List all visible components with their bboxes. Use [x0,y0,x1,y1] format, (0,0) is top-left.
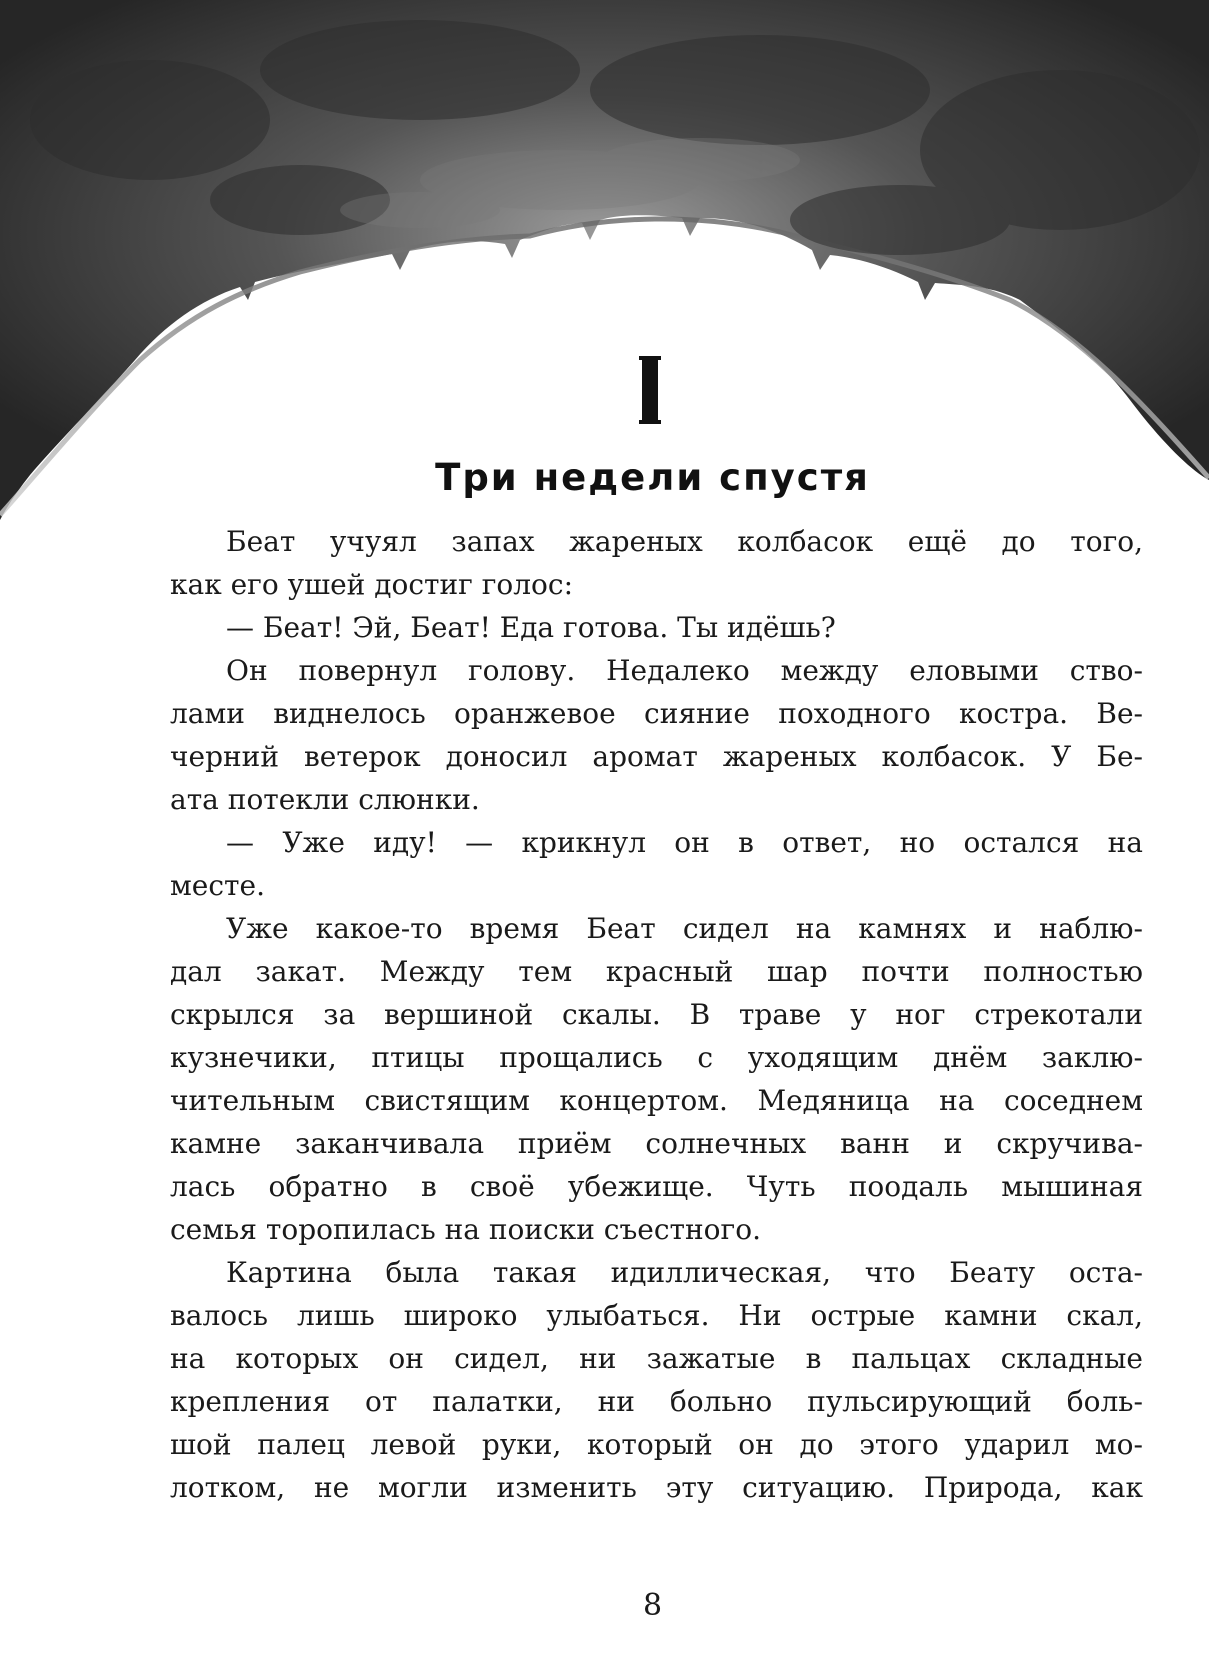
text-line: на которых он сидел, ни зажатые в пальцах складные [170,1342,1143,1375]
text-line: — Беат! Эй, Беат! Еда готова. Ты идёшь? [226,611,836,644]
text-line: ата потекли слюнки. [170,783,480,816]
chapter-title: Три недели спустя [435,456,870,499]
text-line: валось лишь широко улыбаться. Ни острые камни скал, [170,1299,1143,1332]
text-line: камне заканчивала приём солнечных ванн и скручива- [170,1127,1143,1160]
text-line: крепления от палатки, ни больно пульсирующий боль- [170,1385,1143,1418]
text-line: Уже какое-то время Беат сидел на камнях и наблю- [226,912,1143,945]
text-line: шой палец левой руки, который он до этого ударил мо- [170,1428,1143,1461]
text-line: кузнечики, птицы прощались с уходящим днём заклю- [170,1041,1143,1074]
text-line: месте. [170,869,265,902]
text-line: как его ушей достиг голос: [170,568,574,601]
text-line: чительным свистящим концертом. Медяница на соседнем [170,1084,1143,1117]
text-line: черний ветерок доносил аромат жареных колбасок. У Бе- [170,740,1143,773]
text-line: скрылся за вершиной скалы. В траве у ног стрекотали [170,998,1143,1031]
text-line: Он повернул голову. Недалеко между еловыми ство- [226,654,1143,687]
text-line: лотком, не могли изменить эту ситуацию. Природа, как [170,1471,1143,1504]
text-line: лами виднелось оранжевое сияние походного костра. Ве- [170,697,1143,730]
text-line: — Уже иду! — крикнул он в ответ, но остался на [226,826,1143,859]
text-line: Беат учуял запах жареных колбасок ещё до того, [226,525,1143,558]
page-number: 8 [642,1588,663,1623]
text-line: семья торопилась на поиски съестного. [170,1213,761,1246]
text-line: Картина была такая идиллическая, что Беату оста- [226,1256,1143,1289]
text-line: лась обратно в своё убежище. Чуть поодаль мышиная [170,1170,1143,1203]
chapter-number-mark [642,356,658,424]
text-line: дал закат. Между тем красный шар почти полностью [170,955,1143,988]
chapter-body-text [170,520,1143,1509]
